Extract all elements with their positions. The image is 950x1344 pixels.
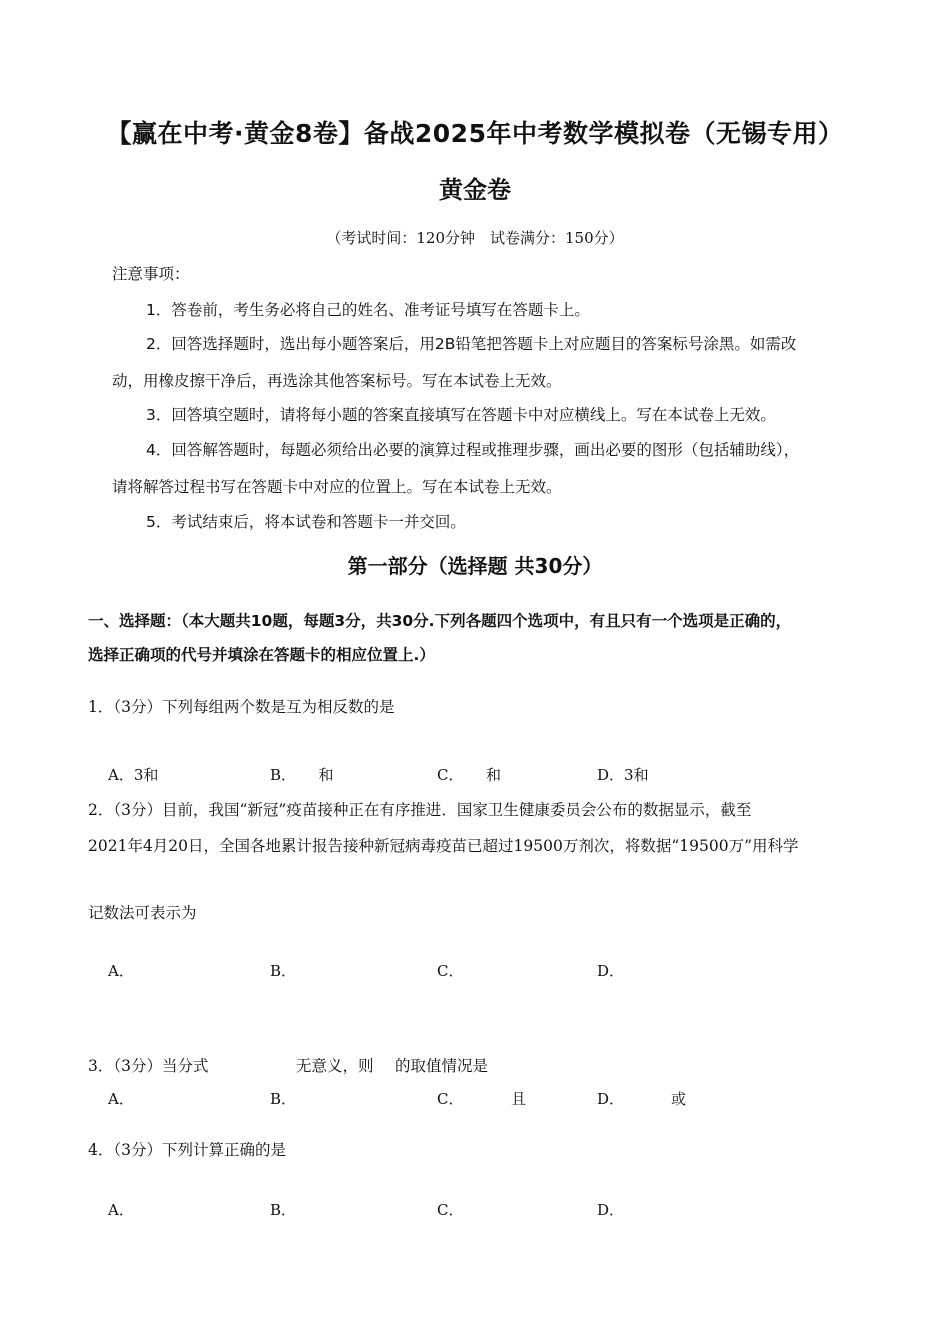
notice-item: 动，用橡皮擦干净后，再选涂其他答案标号。写在本试卷上无效。 xyxy=(112,372,562,390)
question-1-stem: 1．（3分）下列每组两个数是互为相反数的是 xyxy=(88,698,395,716)
section-title: 第一部分（选择题 共30分） xyxy=(347,554,603,578)
question-4-stem: 4．（3分）下列计算正确的是 xyxy=(88,1141,286,1159)
question-4-option-a: A． xyxy=(108,1201,134,1219)
question-1-option-b: B． 和 xyxy=(270,766,334,784)
section-intro: 一、选择题：（本大题共10题，每题3分，共30分.下列各题四个选项中，有且只有一个选项是正确的， xyxy=(88,612,792,630)
question-3-stem: 的取值情况是 xyxy=(395,1057,489,1075)
question-4-option-b: B． xyxy=(270,1201,297,1219)
question-4-option-d: D． xyxy=(597,1201,625,1219)
question-3-option-d: D． xyxy=(597,1090,625,1108)
question-1-option-a: A．3和 xyxy=(108,766,159,784)
notice-item: 请将解答过程书写在答题卡中对应的位置上。写在本试卷上无效。 xyxy=(112,478,562,496)
page-subtitle: 黄金卷 xyxy=(439,176,511,204)
question-3-option-b: B． xyxy=(270,1090,297,1108)
question-3-option-a: A． xyxy=(108,1090,134,1108)
notice-item: 5．考试结束后，将本试卷和答题卡一并交回。 xyxy=(146,513,466,531)
question-1-option-c: C． 和 xyxy=(437,766,501,784)
question-2-stem: 2021年4月20日，全国各地累计报告接种新冠病毒疫苗已超过19500万剂次，将数据“19500万”用科学 xyxy=(88,837,799,855)
question-3-option-c-text: 且 xyxy=(511,1090,527,1108)
notice-item: 4．回答解答题时，每题必须给出必要的演算过程或推理步骤，画出必要的图形（包括辅助线）， xyxy=(146,441,800,459)
question-3-stem: 3．（3分）当分式 xyxy=(88,1057,209,1075)
question-1-option-d: D．3和 xyxy=(597,766,649,784)
page-title: 【赢在中考·黄金8卷】备战2025年中考数学模拟卷（无锡专用） xyxy=(106,119,844,148)
notice-item: 1．答卷前，考生务必将自己的姓名、准考证号填写在答题卡上。 xyxy=(146,301,590,319)
notice-item: 3．回答填空题时，请将每小题的答案直接填写在答题卡中对应横线上。写在本试卷上无效。 xyxy=(146,406,776,424)
question-2-option-d: D． xyxy=(597,962,625,980)
question-3-stem: 无意义，则 xyxy=(296,1057,374,1075)
question-4-option-c: C． xyxy=(437,1201,464,1219)
question-2-option-a: A． xyxy=(108,962,134,980)
question-3-option-d-text: 或 xyxy=(671,1090,687,1108)
notice-item: 2．回答选择题时，选出每小题答案后，用2B铅笔把答题卡上对应题目的答案标号涂黑。如需改 xyxy=(146,335,797,353)
question-2-stem: 记数法可表示为 xyxy=(88,904,197,922)
question-2-option-b: B． xyxy=(270,962,297,980)
section-intro: 选择正确项的代号并填涂在答题卡的相应位置上.） xyxy=(88,646,435,664)
question-2-option-c: C． xyxy=(437,962,464,980)
exam-meta: （考试时间：120分钟 试卷满分：150分） xyxy=(326,229,624,247)
question-2-stem: 2．（3分）目前，我国“新冠”疫苗接种正在有序推进．国家卫生健康委员会公布的数据显示，截至 xyxy=(88,801,752,819)
question-3-option-c: C． xyxy=(437,1090,464,1108)
notice-heading: 注意事项： xyxy=(112,265,190,283)
